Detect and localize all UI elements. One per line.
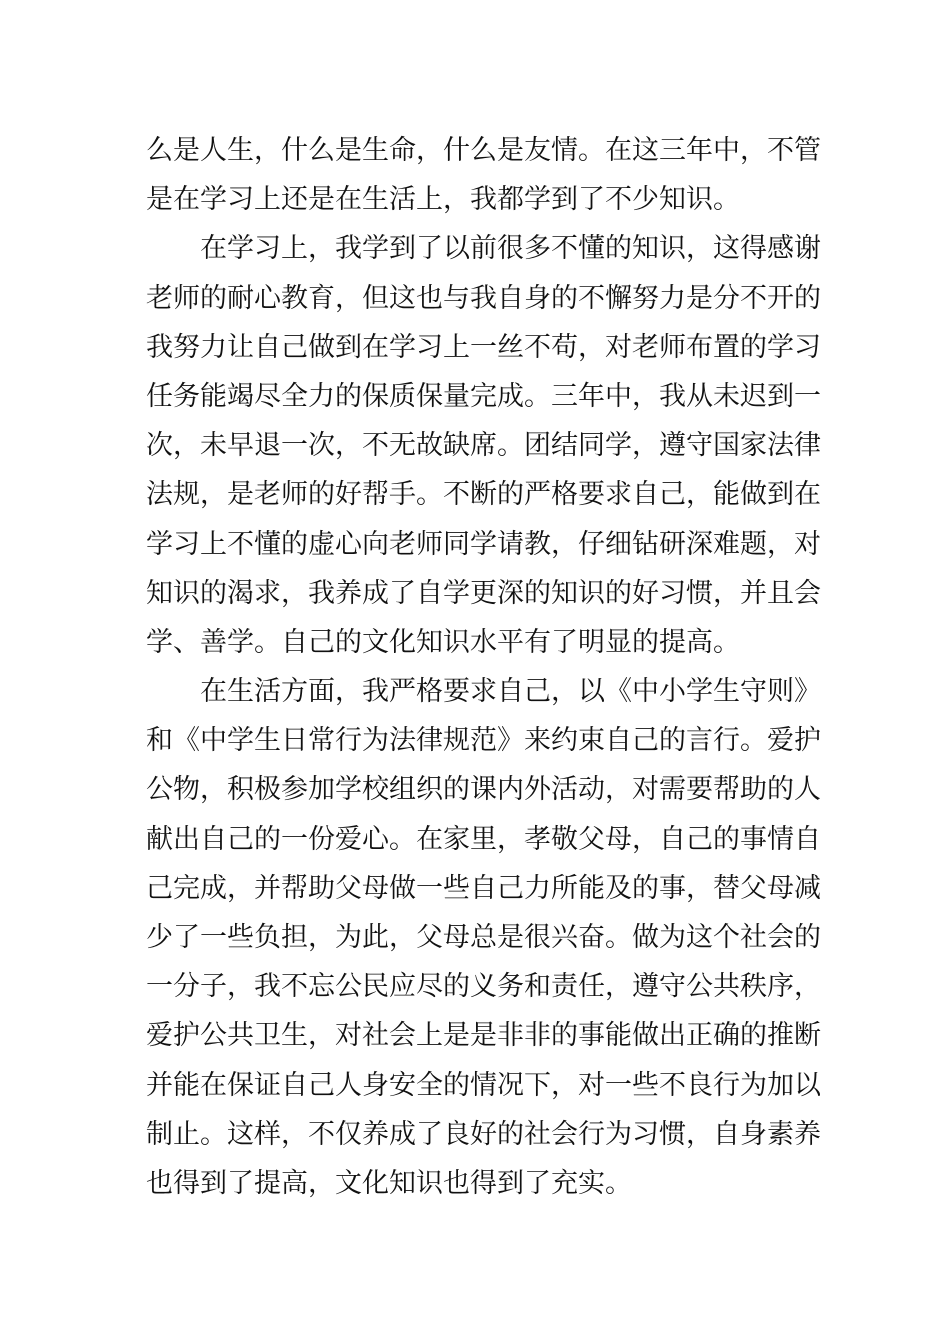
text-line: 法规，是老师的好帮手。不断的严格要求自己，能做到在 — [146, 479, 821, 511]
text-line: 学、善学。自己的文化知识水平有了明显的提高。 — [146, 626, 740, 658]
paragraph-first-line: 在学习上，我学到了以前很多不懂的知识，这得感谢 — [200, 233, 821, 265]
text-line: 少了一些负担，为此，父母总是很兴奋。做为这个社会的 — [146, 922, 821, 953]
text-line: 献出自己的一份爱心。在家里，孝敬父母，自己的事情自 — [146, 823, 821, 855]
body-text — [146, 126, 821, 1208]
text-line: 也得到了提高，文化知识也得到了充实。 — [146, 1167, 632, 1199]
text-line: 次，未早退一次，不无故缺席。团结同学，遵守国家法律 — [146, 430, 821, 462]
text-line: 学习上不懂的虚心向老师同学请教，仔细钻研深难题，对 — [146, 528, 821, 560]
text-line: 和《中学生日常行为法律规范》来约束自己的言行。爱护 — [146, 725, 821, 757]
text-line: 并能在保证自己人身安全的情况下，对一些不良行为加以 — [146, 1069, 821, 1101]
text-line: 一分子，我不忘公民应尽的义务和责任，遵守公共秩序， — [146, 971, 821, 1003]
text-line: 爱护公共卫生，对社会上是是非非的事能做出正确的推断 — [146, 1020, 821, 1052]
text-line: 么是人生，什么是生命，什么是友情。在这三年中，不管 — [146, 135, 821, 166]
text-line: 是在学习上还是在生活上，我都学到了不少知识。 — [146, 184, 740, 216]
text-line: 己完成，并帮助父母做一些自己力所能及的事，替父母减 — [146, 872, 821, 904]
text-line: 制止。这样，不仅养成了良好的社会行为习惯，自身素养 — [146, 1118, 821, 1150]
text-line: 老师的耐心教育，但这也与我自身的不懈努力是分不开的 — [146, 282, 821, 314]
text-line: 我努力让自己做到在学习上一丝不苟，对老师布置的学习 — [146, 331, 821, 363]
paragraph-first-line: 在生活方面，我严格要求自己，以《中小学生守则》 — [200, 676, 821, 708]
text-line: 知识的渴求，我养成了自学更深的知识的好习惯，并且会 — [146, 577, 821, 609]
text-line: 任务能竭尽全力的保质保量完成。三年中，我从未迟到一 — [146, 380, 821, 412]
text-line: 公物，积极参加学校组织的课内外活动，对需要帮助的人 — [146, 774, 821, 806]
